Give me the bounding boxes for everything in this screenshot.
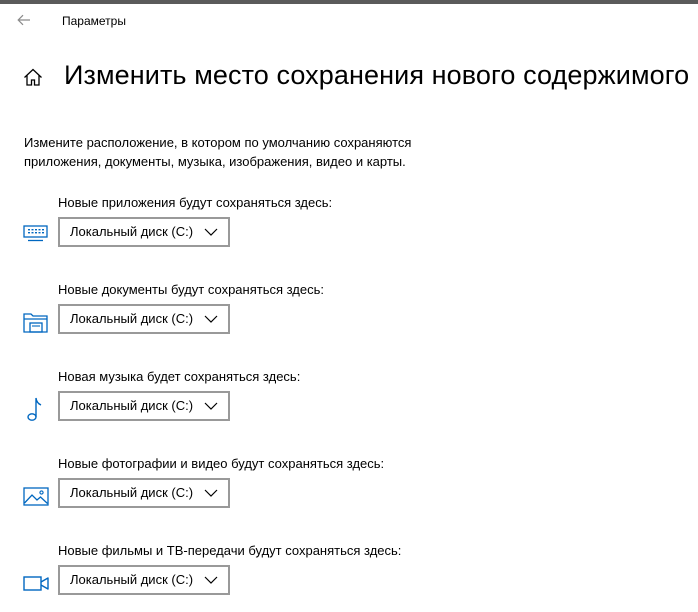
back-arrow-icon	[17, 14, 31, 26]
video-camera-icon	[22, 573, 50, 595]
music-location-dropdown[interactable]	[58, 391, 230, 421]
dropdown-value: Локальный диск (C:)	[70, 224, 194, 239]
dropdown-value: Локальный диск (C:)	[70, 572, 194, 587]
documents-location-dropdown[interactable]	[58, 304, 230, 334]
save-location-row-photos	[0, 456, 698, 526]
chevron-down-icon	[204, 401, 218, 411]
photos-location-dropdown[interactable]	[58, 478, 230, 508]
page-title: Изменить место сохранения нового содержимого	[64, 60, 690, 90]
save-location-row-movies	[0, 543, 698, 612]
row-label: Новые документы будут сохраняться здесь:	[58, 282, 325, 297]
app-title: Параметры	[62, 14, 126, 28]
dropdown-value: Локальный диск (C:)	[70, 485, 194, 500]
row-label: Новые приложения будут сохраняться здесь:	[58, 195, 333, 210]
folder-documents-icon	[22, 312, 50, 334]
page-header	[0, 56, 698, 100]
title-bar	[0, 4, 698, 36]
save-location-row-documents	[0, 282, 698, 352]
music-note-icon	[22, 395, 50, 423]
movies-location-dropdown[interactable]	[58, 565, 230, 595]
row-label: Новые фильмы и ТВ-передачи будут сохраняться здесь:	[58, 543, 402, 558]
dropdown-value: Локальный диск (C:)	[70, 398, 194, 413]
save-location-row-music	[0, 369, 698, 439]
chevron-down-icon	[204, 227, 218, 237]
back-button[interactable]	[10, 7, 38, 33]
page-description: Измените расположение, в котором по умолчанию сохраняются приложения, документы, музыка, изображения, видео и карты.	[24, 135, 412, 169]
dropdown-value: Локальный диск (C:)	[70, 311, 194, 326]
apps-location-dropdown[interactable]	[58, 217, 230, 247]
monitor-icon	[22, 223, 50, 245]
chevron-down-icon	[204, 575, 218, 585]
picture-icon	[22, 486, 50, 508]
row-label: Новые фотографии и видео будут сохраняться здесь:	[58, 456, 385, 471]
chevron-down-icon	[204, 488, 218, 498]
home-icon[interactable]	[22, 66, 44, 88]
row-label: Новая музыка будет сохраняться здесь:	[58, 369, 301, 384]
save-location-row-apps	[0, 195, 698, 265]
chevron-down-icon	[204, 314, 218, 324]
